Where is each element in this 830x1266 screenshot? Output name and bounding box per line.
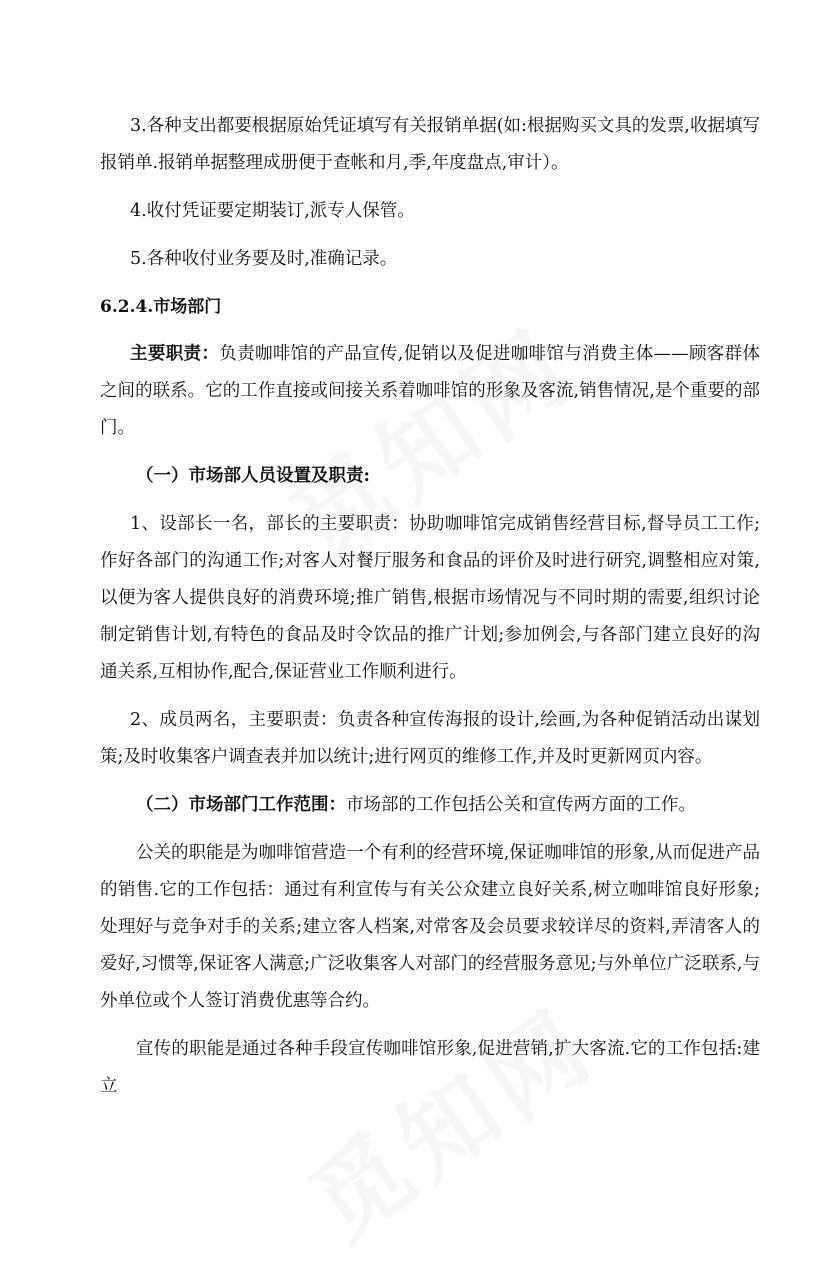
paragraph-work-scope: [100, 787, 760, 824]
document-body: [100, 108, 760, 1116]
section-heading-marketing: 6.2.4.市场部门: [100, 297, 222, 317]
paragraph-member-duties: 2、成员两名，主要职责：负责各种宣传海报的设计,绘画,为各种促销活动出谋划策;及时收集客户调查表并加以统计;进行网页的维修工作,并及时更新网页内容。: [100, 710, 760, 767]
paragraph-director-duties: 1、设部长一名，部长的主要职责：协助咖啡馆完成销售经营目标,督导员工工作;作好各部门的沟通工作;对客人对餐厅服务和食品的评价及时进行研究,调整相应对策,以便为客人提供良好的消费环境;推广销售,根据市场情况与不同时期的需要,组织讨论制定销售计划,有特色的食品及时令饮品的推广计划;参加例会,与各部门建立良好的沟通关系,互相协作,配合,保证营业工作顺利进行。: [100, 514, 760, 682]
paragraph-timely-records: 5.各种收付业务要及时,准确记录。: [130, 249, 398, 269]
work-scope-text: 市场部的工作包括公关和宣传两方面的工作。: [346, 795, 696, 815]
subheading-staffing: （一）市场部人员设置及职责:: [136, 466, 370, 486]
work-scope-label: （二）市场部门工作范围：: [136, 795, 346, 815]
paragraph-promotion-functions: 宣传的职能是通过各种手段宣传咖啡馆形象,促进营销,扩大客流.它的工作包括:建立: [100, 1039, 760, 1096]
paragraph-expense-vouchers: 3.各种支出都要根据原始凭证填写有关报销单据(如:根据购买文具的发票,收据填写报销单.报销单据整理成册便于查帐和月,季,年度盘点,审计）。: [100, 116, 760, 173]
main-duties-text: 负责咖啡馆的产品宣传,促销以及促进咖啡馆与消费主体——顾客群体之间的联系。它的工作直接或间接关系着咖啡馆的形象及客流,销售情况,是个重要的部门。: [100, 344, 761, 438]
main-duties-label: 主要职责：: [130, 344, 220, 364]
paragraph-main-duties: [100, 336, 760, 447]
paragraph-voucher-binding: 4.收付凭证要定期装订,派专人保管。: [130, 201, 415, 221]
paragraph-pr-functions: 公关的职能是为咖啡馆营造一个有利的经营环境,保证咖啡馆的形象,从而促进产品的销售.它的工作包括：通过有利宣传与有关公众建立良好关系,树立咖啡馆良好形象;处理好与竞争对手的关系;建立客人档案,对常客及会员要求较详尽的资料,弄清客人的爱好,习惯等,保证客人满意;广泛收集客人对部门的经营服务意见;与外单位广泛联系,与外单位或个人签订消费优惠等合约。: [100, 843, 760, 1011]
